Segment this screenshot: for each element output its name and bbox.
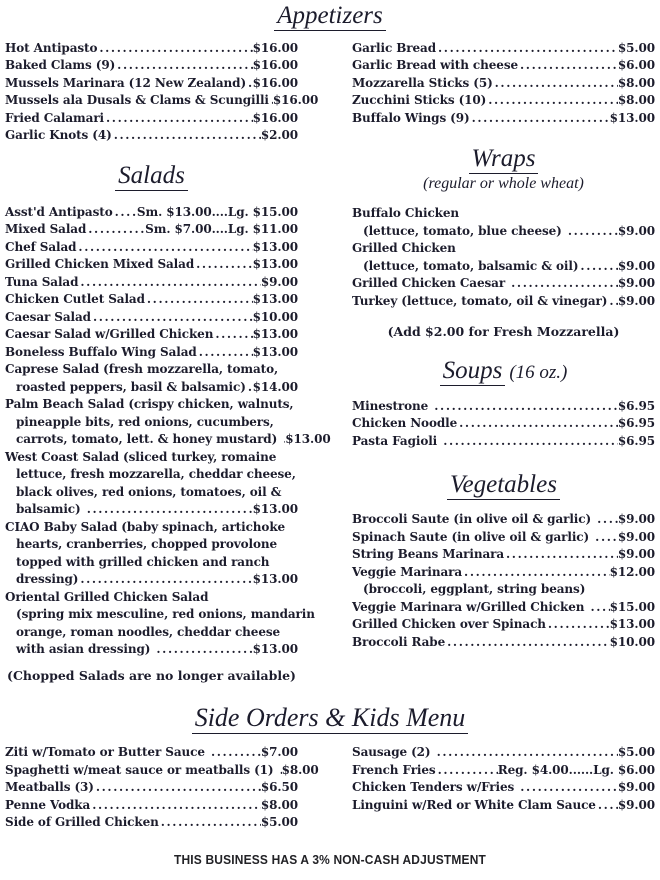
- menu-item: [5, 814, 298, 832]
- menu-item: [352, 744, 655, 762]
- menu-item-price: $13.00: [252, 327, 298, 341]
- menu-item-price: $9.00: [617, 223, 655, 238]
- menu-item-name: Meatballs (3): [5, 780, 94, 795]
- menu-item-price: $5.00: [260, 815, 298, 830]
- menu-item-name: balsamic): [16, 502, 85, 516]
- menu-item: [352, 40, 655, 58]
- dot-leader: [115, 57, 253, 75]
- menu-item-price-line: [5, 127, 298, 145]
- menu-item: [5, 361, 298, 396]
- menu-item-price-line: [352, 110, 655, 128]
- dot-leader: [432, 398, 618, 416]
- menu-item-price-line: [352, 398, 655, 416]
- menu-item: [352, 779, 655, 797]
- dot-leader: [113, 204, 137, 222]
- menu-item-name: dressing): [16, 572, 79, 586]
- menu-item: [5, 256, 298, 274]
- dot-leader: [145, 291, 253, 309]
- menu-item: [5, 744, 298, 762]
- menu-item-price: $9.00: [617, 512, 655, 526]
- menu-item: [5, 309, 298, 327]
- appetizers-heading: [5, 2, 655, 31]
- menu-item-price-line: [5, 291, 298, 309]
- menu-item-price: $6.95: [617, 398, 655, 413]
- menu-item-name: French Fries: [352, 762, 436, 777]
- menu-item-price: Sm. $13.00....Lg. $15.00: [136, 204, 298, 219]
- menu-item-price: $6.50: [260, 780, 298, 795]
- menu-item: [352, 564, 655, 599]
- menu-item-name: Linguini w/Red or White Clam Sauce: [352, 797, 596, 812]
- menu-item-name: Garlic Bread: [352, 40, 437, 55]
- menu-item-name: Grilled Chicken over Spinach: [352, 617, 546, 631]
- wraps-subtitle: (regular or whole wheat): [423, 175, 584, 192]
- menu-item-price-line: [5, 204, 298, 222]
- dot-leader: [445, 634, 610, 652]
- menu-item-name: Fried Calamari: [5, 110, 105, 125]
- menu-item-price: $15.00: [609, 599, 655, 614]
- dot-leader: [593, 529, 618, 547]
- menu-item-price: $13.00: [609, 617, 655, 631]
- menu-item-price-line: [5, 326, 298, 344]
- menu-item-price-line: [352, 258, 655, 276]
- dot-leader: [194, 256, 253, 274]
- menu-item-price: $8.00: [617, 75, 655, 90]
- dot-leader: [588, 599, 609, 617]
- menu-item-price-line: [5, 256, 298, 274]
- menu-item: [5, 326, 298, 344]
- dot-leader: [85, 501, 253, 519]
- wraps-note: (Add $2.00 for Fresh Mozzarella): [387, 324, 620, 339]
- menu-item-name: Veggie Marinara w/Grilled Chicken: [352, 599, 589, 614]
- menu-item-price: $6.95: [617, 416, 655, 431]
- menu-item-name: Caesar Salad: [5, 309, 91, 324]
- side-orders-heading-text: Side Orders & Kids Menu: [192, 703, 469, 734]
- menu-item-price-line: [352, 616, 655, 634]
- dot-leader: [78, 571, 252, 589]
- menu-item: [352, 57, 655, 75]
- menu-item: [5, 127, 298, 145]
- menu-item-price-line: [352, 779, 655, 797]
- menu-item: [5, 75, 298, 93]
- wraps-heading: [352, 145, 655, 174]
- menu-item-name: Chicken Noodle: [352, 416, 458, 431]
- menu-item-name: Turkey (lettuce, tomato, oil & vinegar): [352, 293, 608, 308]
- menu-item-name: Hot Antipasto: [5, 40, 98, 55]
- appetizers-left-list: [5, 40, 319, 145]
- dot-leader: [578, 258, 618, 276]
- dot-leader: [91, 309, 253, 327]
- soups-heading: [352, 357, 655, 386]
- menu-item: [5, 57, 298, 75]
- menu-item-price-line: [352, 75, 655, 93]
- dot-leader: [595, 511, 618, 529]
- menu-item-price-line: [352, 92, 655, 110]
- dot-leader: [209, 744, 261, 762]
- menu-item: [352, 110, 655, 128]
- menu-item-text-line: Buffalo Chicken: [352, 206, 460, 220]
- menu-item-name: Grilled Chicken Caesar: [352, 276, 510, 290]
- menu-item-text-line: (spring mix mesculine, red onions, mandarin: [16, 607, 315, 621]
- salads-heading-text: Salads: [115, 162, 188, 191]
- menu-item-name: Veggie Marinara: [352, 564, 463, 579]
- menu-item: [5, 204, 298, 222]
- menu-item-price-line: [352, 744, 655, 762]
- menu-item-name: Broccoli Saute (in olive oil & garlic): [352, 512, 596, 526]
- dot-leader: [97, 40, 252, 58]
- menu-item-name: Chicken Cutlet Salad: [5, 292, 145, 306]
- menu-item-text-line: Caprese Salad (fresh mozzarella, tomato,: [5, 362, 279, 376]
- menu-item-price: $10.00: [609, 634, 655, 649]
- dot-leader: [436, 40, 618, 58]
- menu-item: [5, 92, 319, 110]
- menu-item-price: $9.00: [617, 780, 655, 795]
- menu-item: [352, 529, 655, 547]
- dot-leader: [94, 779, 261, 797]
- menu-item-name: Mussels Marinara (12 New Zealand): [5, 75, 247, 90]
- menu-item-name: Side of Grilled Chicken: [5, 815, 159, 830]
- menu-item-name: Baked Clams (9): [5, 58, 116, 73]
- menu-item-text-line: topped with grilled chicken and ranch: [16, 554, 270, 569]
- menu-item: [352, 75, 655, 93]
- menu-item: [352, 240, 655, 275]
- menu-item: [352, 634, 655, 652]
- menu-item-price-line: [5, 797, 298, 815]
- menu-item-text-line: lettuce, fresh mozzarella, cheddar cheese,: [16, 467, 296, 481]
- menu-item-price: $16.00: [252, 75, 298, 90]
- dot-leader: [90, 797, 261, 815]
- menu-item-name: Boneless Buffalo Wing Salad: [5, 344, 197, 359]
- menu-item: [352, 398, 655, 416]
- menu-item-name: Pasta Fagioli: [352, 433, 442, 448]
- menu-item-price: $6.95: [617, 433, 655, 448]
- menu-columns: [5, 40, 655, 684]
- menu-item: [352, 293, 655, 311]
- dot-leader: [470, 110, 610, 128]
- left-column: [5, 40, 331, 684]
- menu-item-name: Caesar Salad w/Grilled Chicken: [5, 327, 214, 341]
- menu-item-name: Spinach Saute (in olive oil & garlic): [352, 529, 594, 544]
- menu-item-price: $10.00: [252, 309, 298, 324]
- dot-leader: [518, 57, 618, 75]
- menu-item-price-line: [5, 75, 298, 93]
- menu-item: [5, 519, 298, 589]
- menu-item-name: Broccoli Rabe: [352, 634, 446, 649]
- menu-item-name: roasted peppers, basil & balsamic): [16, 379, 246, 394]
- soups-list: [352, 398, 655, 451]
- menu-item-name: Penne Vodka: [5, 797, 91, 812]
- dot-leader: [607, 293, 618, 311]
- right-column: [352, 40, 655, 684]
- menu-item-text-line: Oriental Grilled Chicken Salad: [5, 589, 209, 604]
- menu-item-price: $13.00: [252, 502, 298, 516]
- menu-item: [5, 449, 298, 519]
- dot-leader: [76, 239, 252, 257]
- appetizers-right-list: [352, 40, 655, 128]
- menu-item-text-line: Grilled Chicken: [352, 241, 456, 255]
- menu-item-name: carrots, tomato, lett. & honey mustard): [16, 432, 282, 446]
- menu-item-text-line: pineapple bits, red onions, cucumbers,: [16, 414, 274, 429]
- menu-item-price-line: [5, 239, 298, 257]
- menu-item: [352, 415, 655, 433]
- side-orders-heading: [5, 703, 655, 733]
- menu-item: [5, 274, 298, 292]
- soups-size-note: (16 oz.): [509, 362, 568, 383]
- menu-item-price: $13.00: [252, 239, 298, 254]
- menu-item-price-line: [352, 599, 655, 617]
- menu-item-price: $7.00: [260, 745, 298, 760]
- menu-item-price-line: [352, 797, 655, 815]
- vegetables-heading: [352, 471, 655, 500]
- menu-item-price-line: [5, 762, 319, 780]
- menu-item-name: Garlic Bread with cheese: [352, 58, 519, 73]
- menu-item-price-line: [352, 762, 655, 780]
- dot-leader: [159, 814, 261, 832]
- dot-leader: [78, 274, 261, 292]
- vegetables-heading-text: Vegetables: [447, 471, 560, 500]
- menu-item-subtext-line: (broccoli, eggplant, string beans): [363, 582, 586, 596]
- salads-heading: [5, 162, 298, 191]
- menu-item-price-line: [352, 564, 655, 582]
- menu-item-name: with asian dressing): [16, 642, 155, 656]
- menu-item-price-line: [352, 275, 655, 293]
- menu-item-price: $13.00: [252, 257, 298, 271]
- dot-leader: [486, 92, 618, 110]
- menu-item: [5, 589, 315, 659]
- menu-item-name: Tuna Salad: [5, 274, 79, 289]
- dot-leader: [154, 641, 252, 659]
- menu-item-price-line: [352, 546, 655, 564]
- menu-item-price-line: [352, 415, 655, 433]
- menu-item-price-line: [352, 40, 655, 58]
- menu-item-price: $13.00: [252, 642, 298, 656]
- dot-leader: [462, 564, 610, 582]
- menu-item-price: $5.00: [617, 745, 655, 760]
- menu-item-price-line: [5, 431, 331, 449]
- menu-item-price: $9.00: [617, 258, 655, 273]
- menu-item-price: $14.00: [252, 379, 298, 394]
- dot-leader: [546, 616, 610, 634]
- side-orders-right-list: [352, 744, 655, 832]
- dot-leader: [436, 762, 498, 780]
- dot-leader: [504, 546, 618, 564]
- dot-leader: [246, 75, 253, 93]
- menu-item: [352, 205, 655, 240]
- menu-item-name: Mussels ala Dusals & Clams & Scungilli: [5, 93, 269, 108]
- menu-item-price: $9.00: [260, 274, 298, 289]
- menu-item-price: $13.00: [252, 292, 298, 306]
- menu-item: [352, 546, 655, 564]
- menu-item: [5, 221, 298, 239]
- menu-item-price-line: [352, 293, 655, 311]
- vegetables-list: [352, 511, 655, 651]
- menu-item-price-line: [352, 634, 655, 652]
- menu-item: [5, 239, 298, 257]
- dot-leader: [213, 326, 252, 344]
- dot-leader: [86, 221, 145, 239]
- menu-item-price-line: [5, 641, 298, 659]
- menu-item: [352, 797, 655, 815]
- side-orders-columns: [5, 744, 655, 832]
- menu-item: [352, 511, 655, 529]
- menu-item-price-line: [5, 40, 298, 58]
- menu-item: [5, 762, 319, 780]
- menu-item-price-line: [5, 571, 298, 589]
- menu-item-price-line: [352, 433, 655, 451]
- menu-item-price: $9.00: [617, 293, 655, 308]
- menu-item-name: Mixed Salad: [5, 222, 87, 236]
- menu-item: [352, 616, 655, 634]
- menu-item-name: Buffalo Wings (9): [352, 110, 470, 125]
- menu-item-price-line: [352, 529, 655, 547]
- menu-item-price-line: [5, 309, 298, 327]
- menu-item-price: $13.00: [252, 572, 298, 586]
- menu-item-text-line: orange, roman noodles, cheddar cheese: [16, 624, 281, 639]
- menu-item-price: $16.00: [252, 110, 298, 125]
- menu-item-name: (lettuce, tomato, blue cheese): [363, 223, 566, 238]
- menu-item-text-line: West Coast Salad (sliced turkey, romaine: [5, 449, 277, 464]
- dot-leader: [457, 415, 618, 433]
- menu-item-price-line: [5, 501, 298, 519]
- dot-leader: [509, 275, 618, 293]
- menu-item: [5, 110, 298, 128]
- menu-item-price: $13.00: [252, 344, 298, 359]
- dot-leader: [441, 433, 618, 451]
- menu-item: [5, 396, 331, 449]
- menu-item-price-line: [352, 223, 655, 241]
- menu-item-price-line: [5, 344, 298, 362]
- menu-item-text-line: Palm Beach Salad (crispy chicken, walnuts,: [5, 397, 294, 411]
- menu-item-text-line: hearts, cranberries, chopped provolone: [16, 537, 278, 551]
- dot-leader: [197, 344, 253, 362]
- menu-item-price: Reg. $4.00......Lg. $6.00: [497, 762, 655, 777]
- menu-item-price-line: [5, 379, 298, 397]
- dot-leader: [566, 223, 618, 241]
- menu-item-price: $16.00: [252, 58, 298, 73]
- wraps-list: [352, 205, 655, 310]
- menu-item-price-line: [5, 744, 298, 762]
- menu-item-price: $8.00: [260, 797, 298, 812]
- menu-item-price: $2.00: [260, 128, 298, 143]
- menu-item-price: $9.00: [617, 276, 655, 290]
- menu-item-price: $6.00: [617, 58, 655, 73]
- dot-leader: [112, 127, 261, 145]
- non-cash-adjustment-notice: THIS BUSINESS HAS A 3% NON-CASH ADJUSTMENT: [173, 851, 487, 867]
- menu-item-price: $8.00: [281, 762, 319, 777]
- menu-item-price: $5.00: [617, 40, 655, 55]
- menu-item-name: Chef Salad: [5, 239, 77, 254]
- menu-item-name: Zucchini Sticks (10): [352, 93, 487, 108]
- menu-item-price: $8.00: [617, 93, 655, 108]
- appetizers-heading-text: Appetizers: [274, 2, 386, 31]
- dot-leader: [246, 379, 253, 397]
- menu-item: [5, 797, 298, 815]
- dot-leader: [596, 797, 618, 815]
- menu-item: [5, 779, 298, 797]
- menu-item-price-line: [5, 814, 298, 832]
- menu-item-price-line: [5, 57, 298, 75]
- menu-item-price-line: [352, 57, 655, 75]
- menu-item-price: $16.00: [252, 40, 298, 55]
- menu-item-price: $13.00: [609, 110, 655, 125]
- menu-item-price-line: [5, 92, 319, 110]
- menu-item: [5, 40, 298, 58]
- menu-item: [352, 762, 655, 780]
- menu-item: [352, 599, 655, 617]
- menu-item-name: Grilled Chicken Mixed Salad: [5, 257, 195, 271]
- menu-item-text-line: CIAO Baby Salad (baby spinach, artichoke: [5, 519, 286, 534]
- menu-item-name: Sausage (2): [352, 745, 435, 760]
- menu-item-name: Asst'd Antipasto: [5, 204, 113, 219]
- menu-item-price: $9.00: [617, 529, 655, 544]
- menu-item-price: $9.00: [617, 547, 655, 561]
- menu-item: [352, 433, 655, 451]
- menu-item-price-line: [5, 274, 298, 292]
- salads-note: (Chopped Salads are no longer available): [7, 667, 296, 683]
- soups-heading-text: Soups: [440, 357, 506, 386]
- menu-item-price-line: [5, 779, 298, 797]
- menu-item-name: Ziti w/Tomato or Butter Sauce: [5, 745, 209, 760]
- menu-item-price: $13.00: [285, 432, 331, 446]
- menu-item: [5, 344, 298, 362]
- dot-leader: [493, 75, 618, 93]
- menu-item-price: $12.00: [609, 564, 655, 579]
- menu-item-name: (lettuce, tomato, balsamic & oil): [363, 258, 579, 273]
- menu-item-price: $9.00: [617, 797, 655, 812]
- dot-leader: [518, 779, 618, 797]
- menu-item-price: Sm. $7.00....Lg. $11.00: [145, 222, 298, 236]
- menu-item-name: Spaghetti w/meat sauce or meatballs (1): [5, 762, 278, 777]
- salads-list: [5, 204, 331, 659]
- menu-item-name: String Beans Marinara: [352, 547, 505, 561]
- menu-item-name: Mozzarella Sticks (5): [352, 75, 493, 90]
- menu-item: [5, 291, 298, 309]
- menu-item-name: Garlic Knots (4): [5, 128, 112, 143]
- dot-leader: [435, 744, 618, 762]
- menu-item: [352, 275, 655, 293]
- menu-item-name: Minestrone: [352, 398, 433, 413]
- menu-item-price-line: [352, 511, 655, 529]
- menu-item-text-line: black olives, red onions, tomatoes, oil &: [16, 484, 282, 499]
- menu-item-price: $16.00: [272, 93, 319, 108]
- side-orders-left-list: [5, 744, 319, 832]
- menu-item-name: Chicken Tenders w/Fries: [352, 780, 519, 795]
- dot-leader: [104, 110, 253, 128]
- menu-item-price-line: [5, 221, 298, 239]
- menu-item-price-line: [5, 110, 298, 128]
- menu-item: [352, 92, 655, 110]
- wraps-heading-text: Wraps: [469, 145, 539, 174]
